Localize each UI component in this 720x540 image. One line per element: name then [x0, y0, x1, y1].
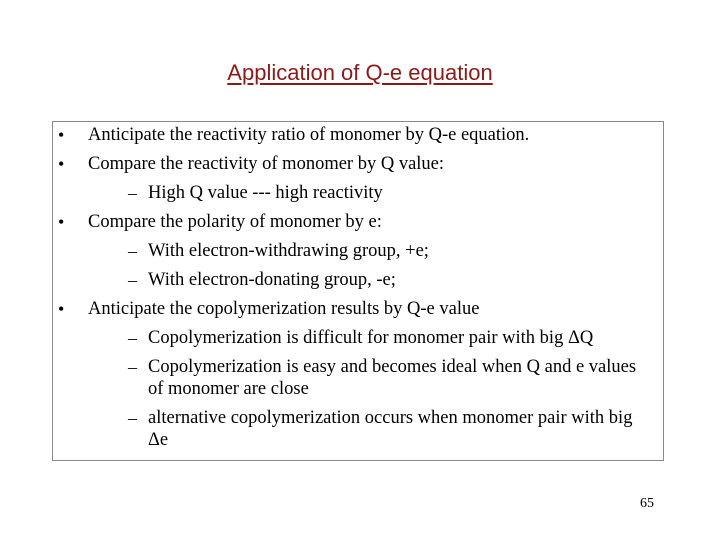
bullet-text-4: Anticipate the copolymerization results by Q-e value: [88, 299, 480, 319]
sub-bullet-dash: –: [128, 408, 137, 428]
sub-bullet-text-4: Copolymerization is difficult for monomer pair with big ΔQ: [148, 328, 594, 348]
sub-bullet-dash: –: [128, 241, 137, 261]
sub-bullet-text-2: With electron-withdrawing group, +e;: [148, 241, 429, 261]
slide-title: Application of Q-e equation: [227, 60, 493, 85]
sub-bullet-text-5: Copolymerization is easy and becomes ideal when Q and e values: [148, 357, 637, 377]
bullet-text-1: Anticipate the reactivity ratio of monomer by Q-e equation.: [88, 125, 530, 145]
sub-bullet-text-1: High Q value --- high reactivity: [148, 183, 383, 203]
bullet-text-2: Compare the reactivity of monomer by Q value:: [88, 154, 445, 174]
sub-bullet-dash: –: [128, 270, 137, 290]
bullet-dot: •: [58, 212, 65, 232]
sub-bullet-dash: –: [128, 328, 137, 348]
sub-bullet-text-3: With electron-donating group, -e;: [148, 270, 396, 290]
bullet-dot: •: [58, 125, 65, 145]
sub-bullet-continuation: of monomer are close: [148, 379, 309, 399]
bullet-dot: •: [58, 299, 65, 319]
bullet-dot: •: [58, 154, 65, 174]
sub-bullet-dash: –: [128, 183, 137, 203]
sub-bullet-text-6: alternative copolymerization occurs when monomer pair with big: [148, 408, 633, 428]
sub-bullet-continuation: Δe: [148, 430, 169, 450]
bullet-text-3: Compare the polarity of monomer by e:: [88, 212, 382, 232]
sub-bullet-dash: –: [128, 357, 137, 377]
page-number: 65: [640, 496, 654, 511]
